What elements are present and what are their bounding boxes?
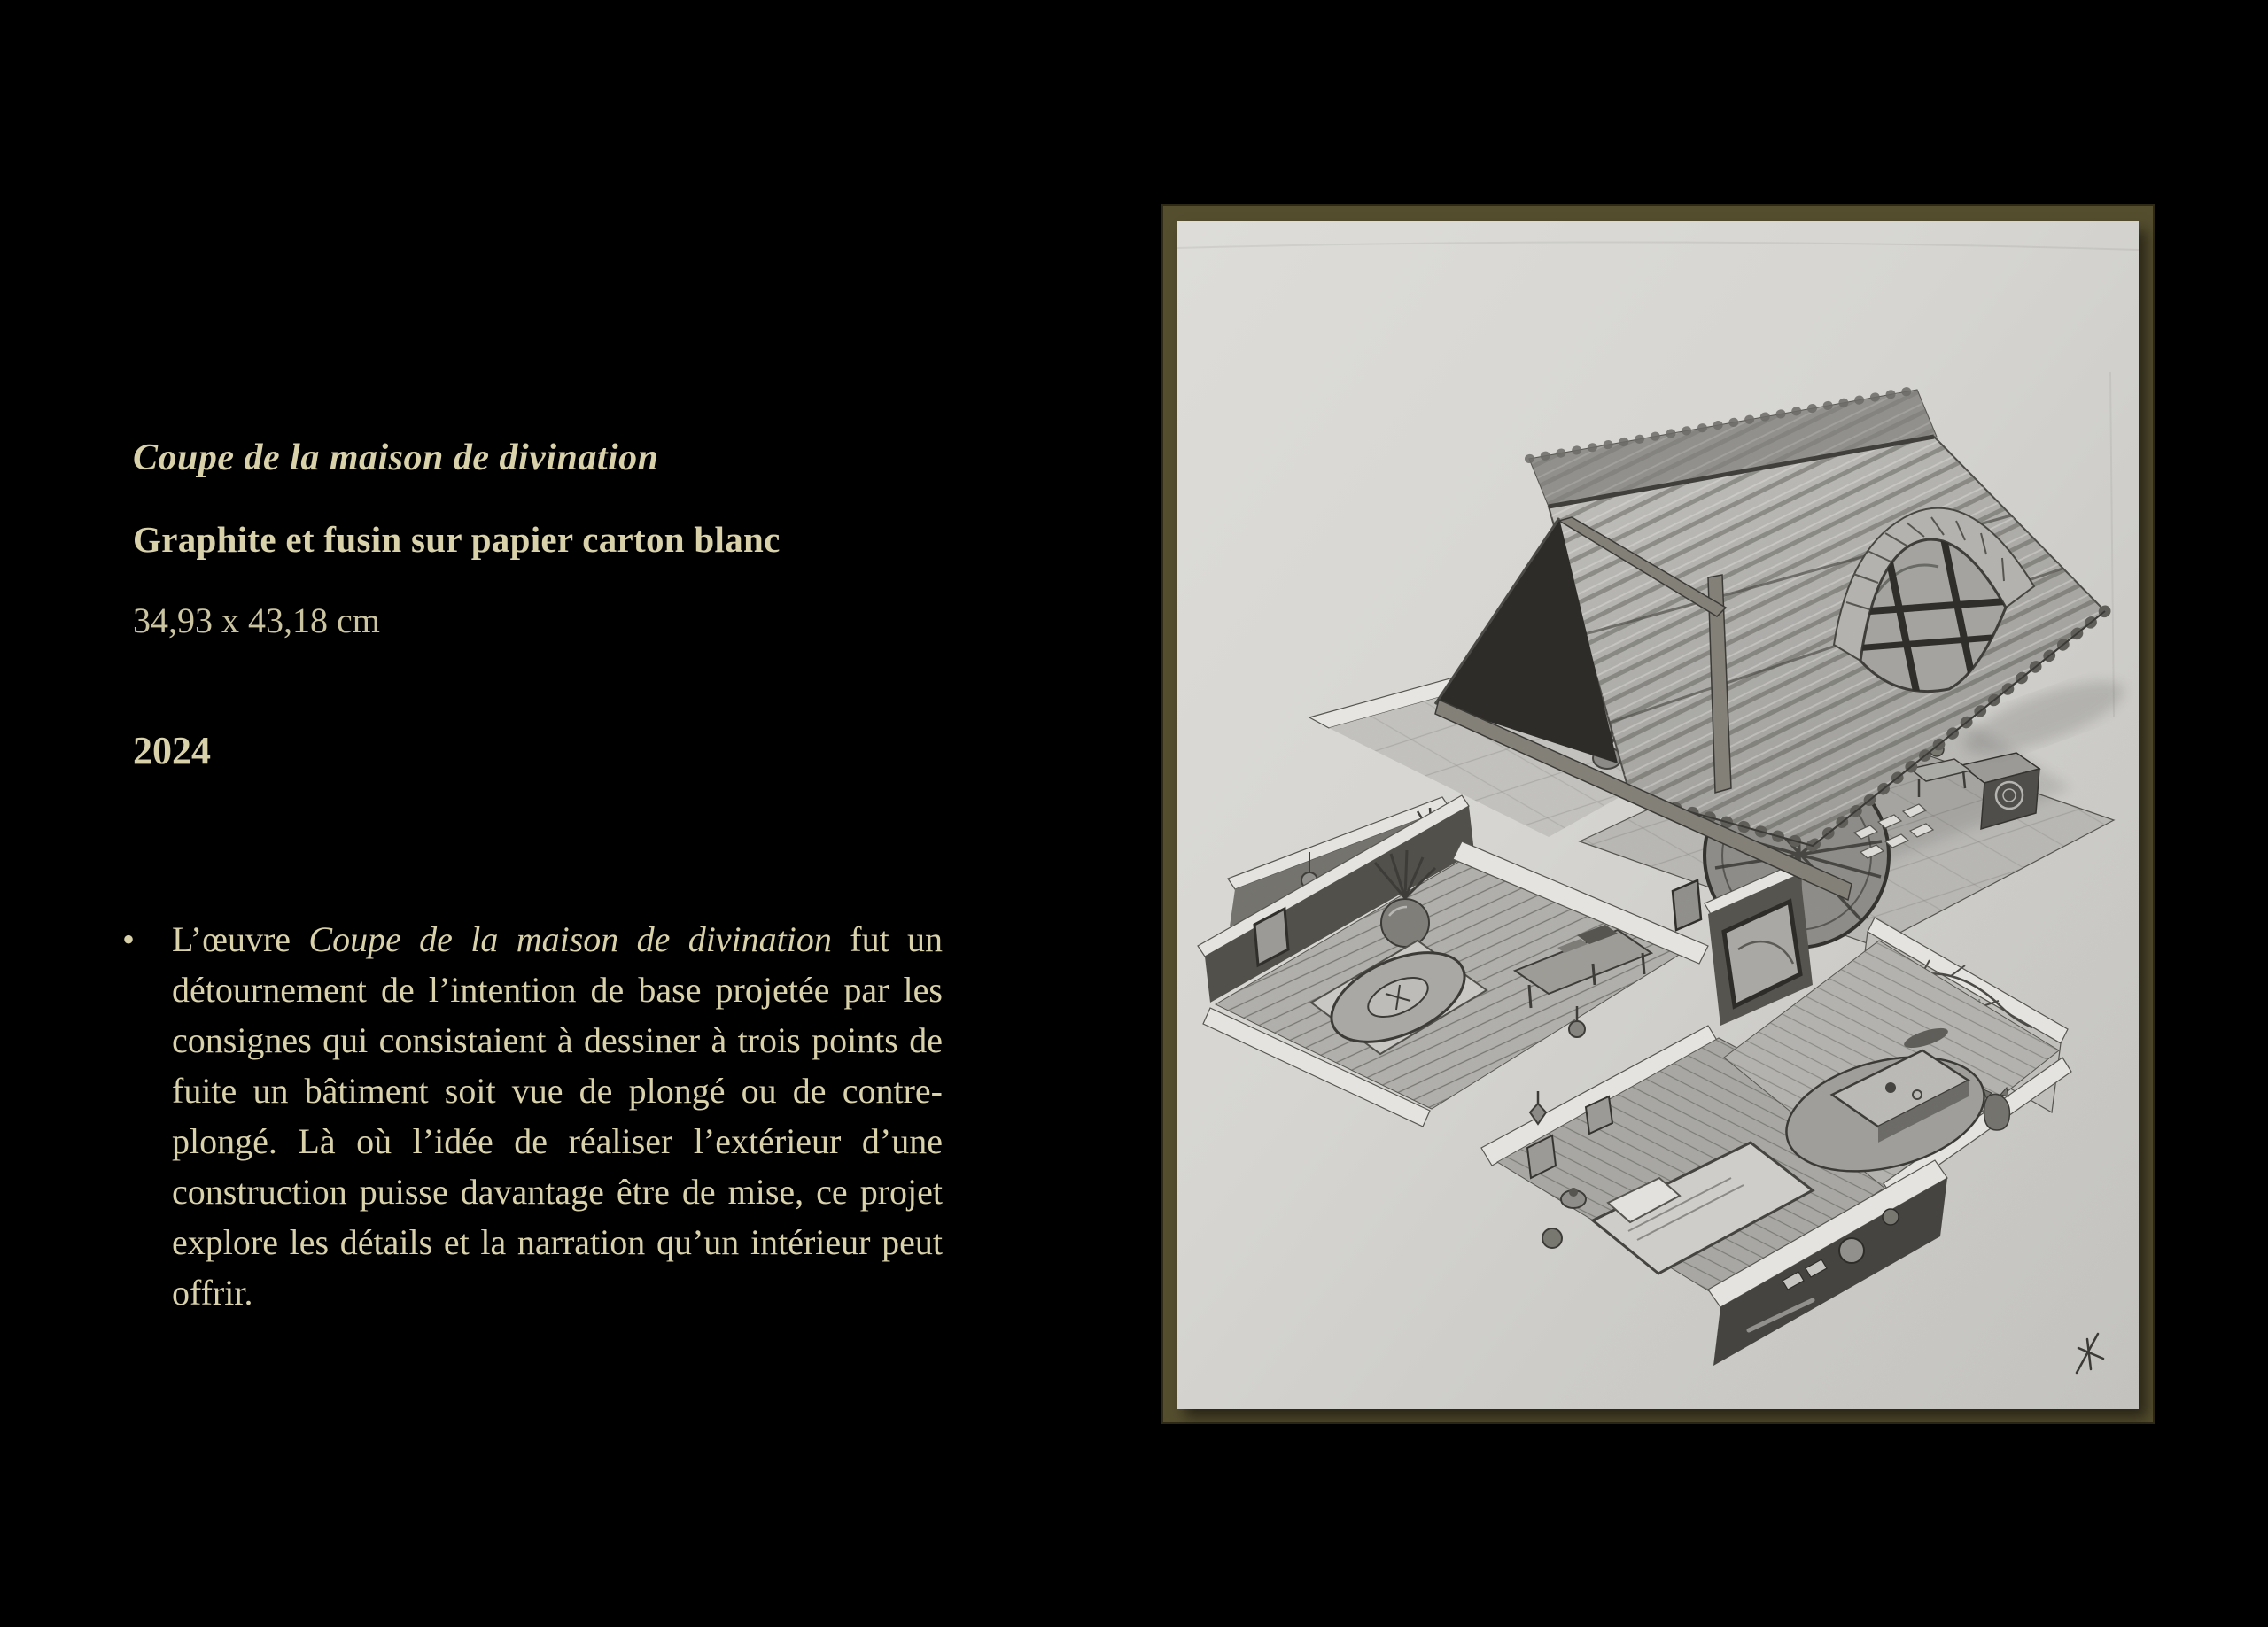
description-body: fut un détournement de l’intention de base projetée par les consignes qui consistaient à dessiner à trois points de fuite un bâtiment soit vue de plongé ou de contre-plongé. Là où l’idée de réaliser l’extérieur d’une construction puisse davantage être de mise, ce projet explore les détails et la narration qu’un intérieur peut offrir. <box>172 919 944 1313</box>
cutaway-house-drawing <box>1177 221 2139 1409</box>
description-lead: L’œuvre <box>172 919 309 959</box>
paper-grain <box>1177 221 2139 1409</box>
description-paragraph <box>172 914 943 1318</box>
bullet-marker: • <box>122 919 136 959</box>
artwork-dimensions: 34,93 x 43,18 cm <box>133 600 380 640</box>
description-title-inline: Coupe de la maison de divination <box>308 919 832 959</box>
artwork-info <box>0 0 1045 1627</box>
artwork-title: Coupe de la maison de divination <box>133 438 659 478</box>
artwork-photo-frame <box>1161 204 2155 1424</box>
artwork-year: 2024 <box>133 729 211 772</box>
artwork-description <box>122 914 944 1318</box>
artwork-photo-paper <box>1177 221 2139 1409</box>
artwork-medium: Graphite et fusin sur papier carton blanc <box>133 519 781 560</box>
